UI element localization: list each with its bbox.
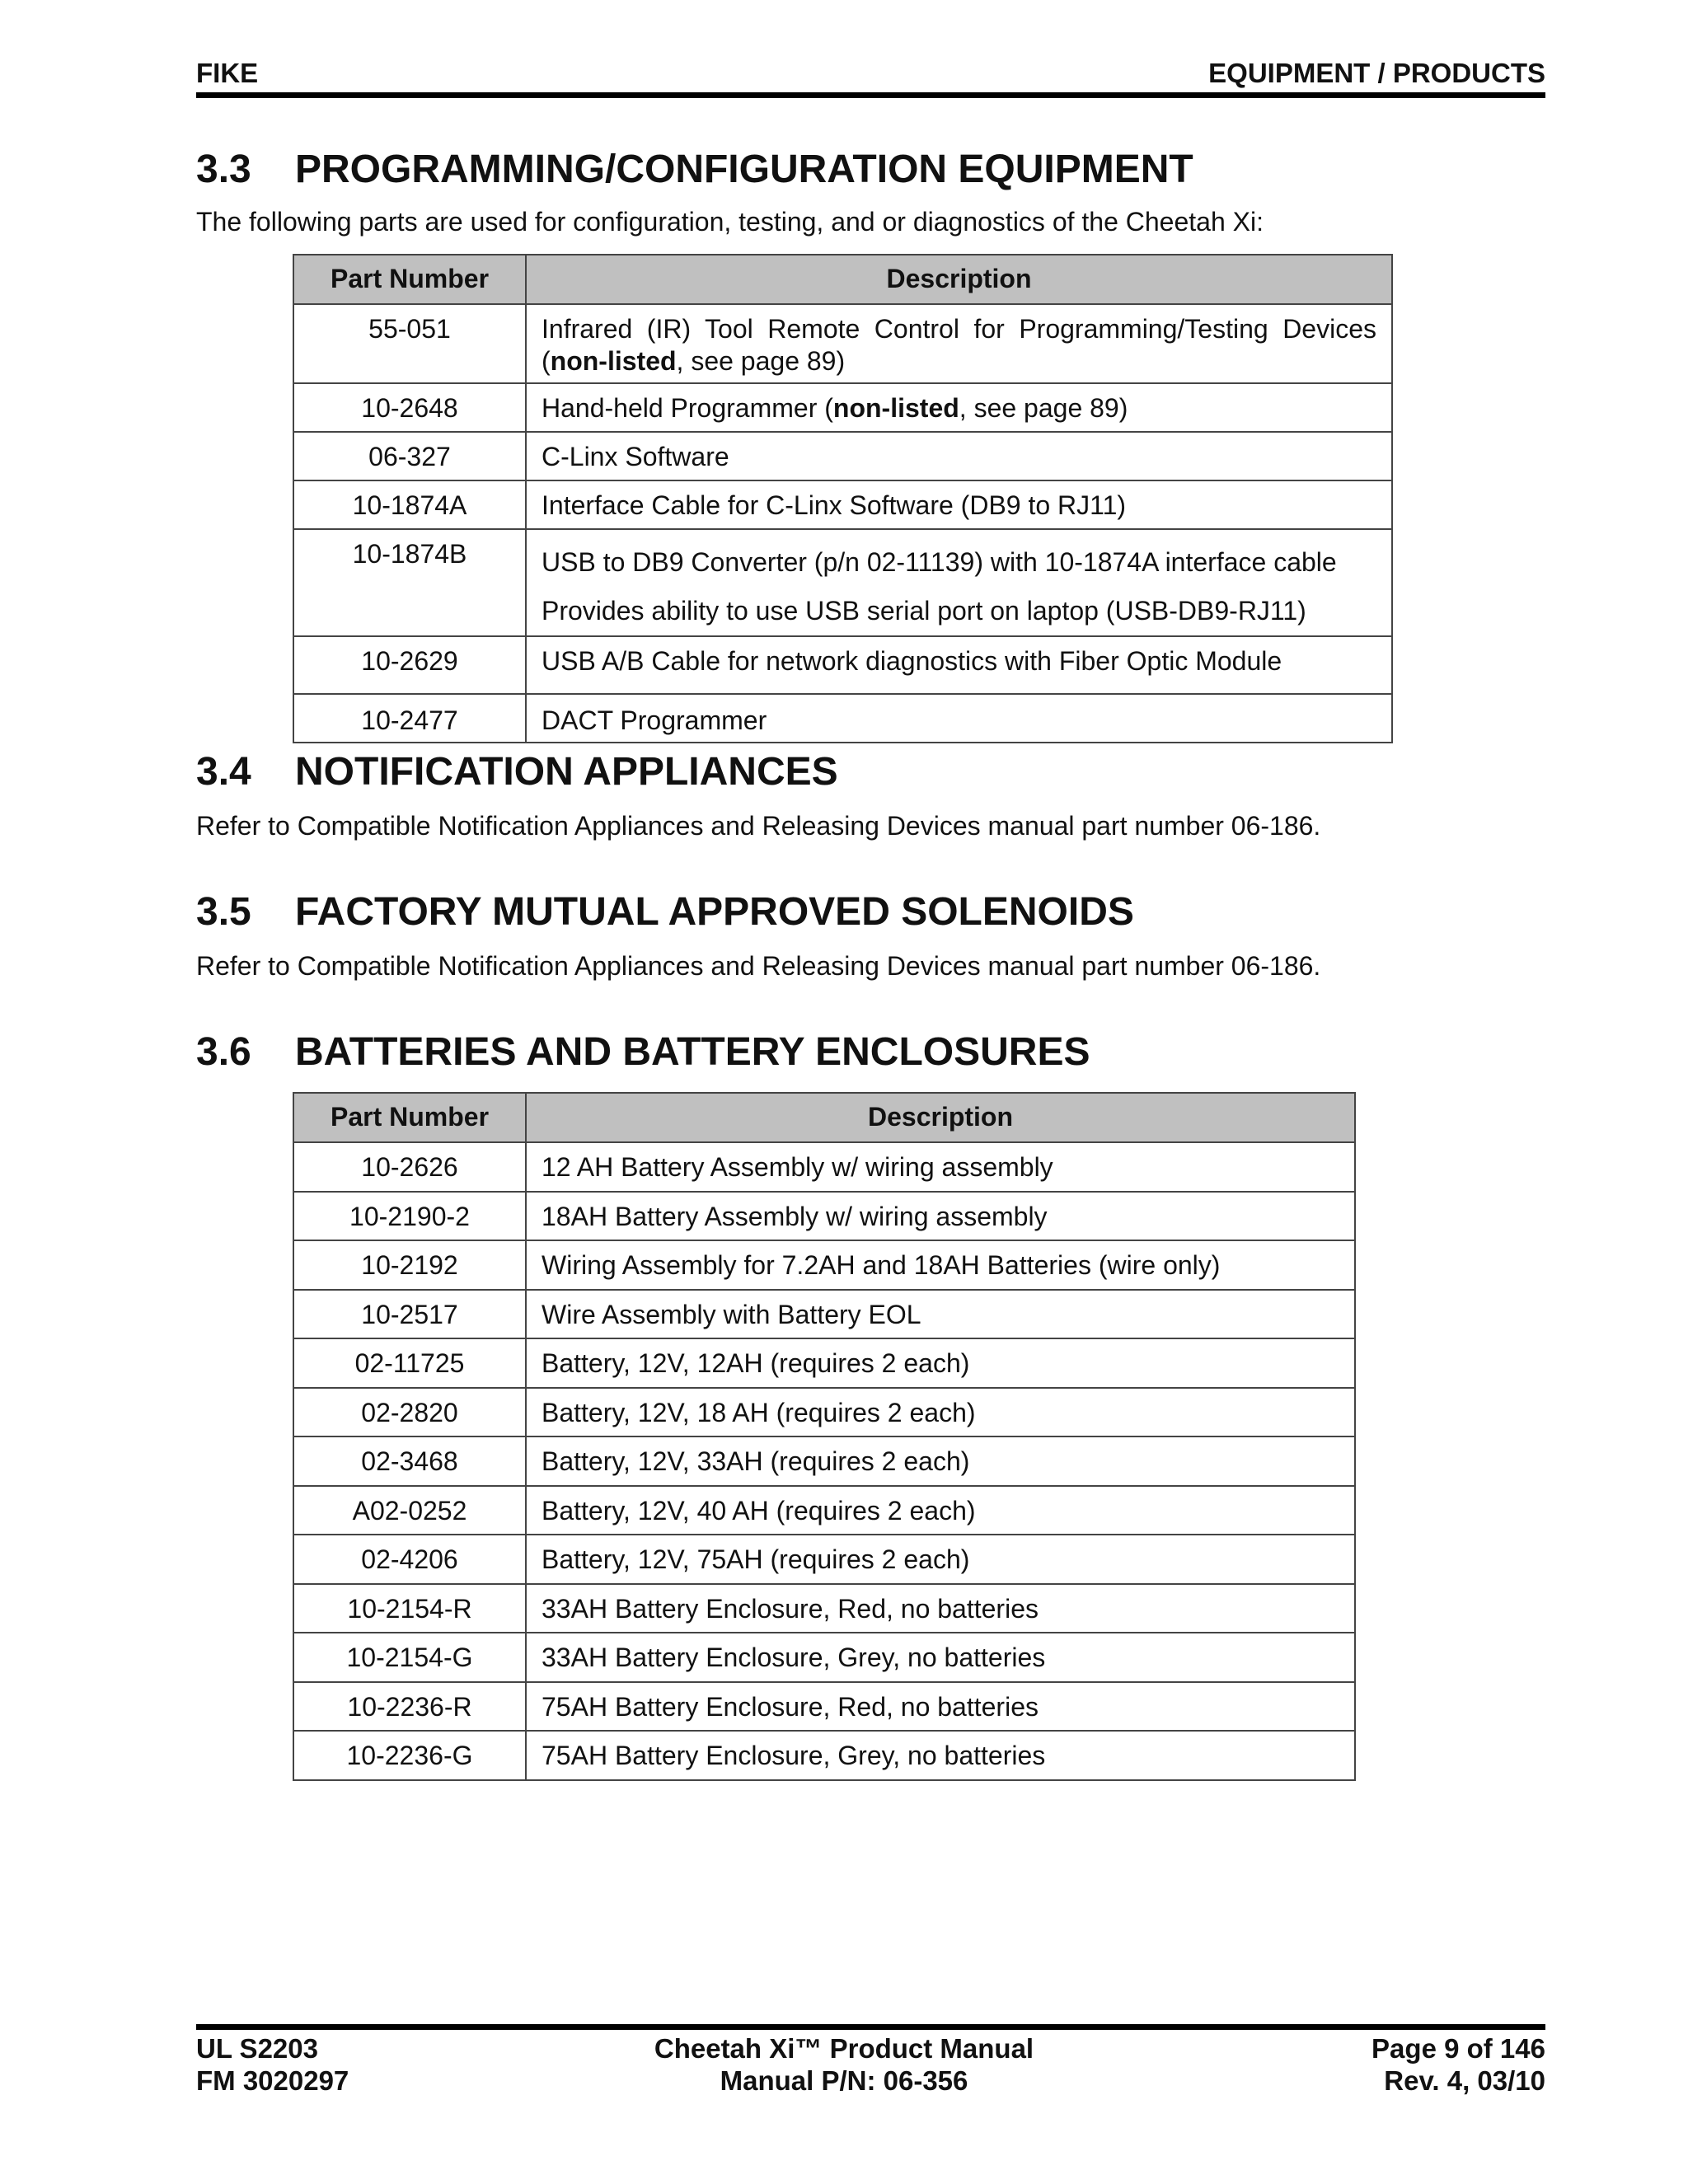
section-title: BATTERIES AND BATTERY ENCLOSURES: [295, 1030, 1090, 1074]
table-row: [293, 383, 1392, 432]
part-number-cell: 02-3468: [293, 1436, 526, 1486]
table-row: [293, 1682, 1355, 1732]
description-cell: 12 AH Battery Assembly w/ wiring assembly: [526, 1142, 1355, 1192]
footer-manual-title: Cheetah Xi™ Product Manual: [654, 2033, 1034, 2064]
footer-manual-pn: Manual P/N: 06-356: [720, 2064, 968, 2096]
part-number-cell: 10-2236-R: [293, 1682, 526, 1732]
part-number-cell: 02-11725: [293, 1338, 526, 1388]
part-number-cell: 10-1874B: [293, 529, 526, 636]
description-cell: Battery, 12V, 12AH (requires 2 each): [526, 1338, 1355, 1388]
description-cell: Wire Assembly with Battery EOL: [526, 1290, 1355, 1339]
section-3-5-text: Refer to Compatible Notification Appliances and Releasing Devices manual part number 06-186.: [196, 951, 1321, 981]
table-row: [293, 1436, 1355, 1486]
footer-rule: [196, 2024, 1545, 2030]
description-cell: Battery, 12V, 75AH (requires 2 each): [526, 1535, 1355, 1584]
table-row: [293, 1731, 1355, 1780]
footer-revision: Rev. 4, 03/10: [1384, 2064, 1545, 2096]
table-row: [293, 1486, 1355, 1535]
part-number-cell: 10-2626: [293, 1142, 526, 1192]
description-cell: 33AH Battery Enclosure, Red, no batteries: [526, 1584, 1355, 1633]
table-row: [293, 1584, 1355, 1633]
description-cell: 33AH Battery Enclosure, Grey, no batteries: [526, 1633, 1355, 1682]
section-number: 3.3: [196, 148, 251, 191]
part-number-cell: 10-2477: [293, 694, 526, 743]
description-cell: [526, 383, 1392, 432]
column-header-part-number: Part Number: [293, 1093, 526, 1142]
part-number-cell: 10-2154-G: [293, 1633, 526, 1682]
part-number-cell: 10-2517: [293, 1290, 526, 1339]
description-line: USB to DB9 Converter (p/n 02-11139) with 10-1874A interface cable: [542, 547, 1337, 577]
column-header-part-number: Part Number: [293, 255, 526, 304]
description-line: Provides ability to use USB serial port on laptop (USB-DB9-RJ11): [542, 596, 1306, 626]
section-3-4-text: Refer to Compatible Notification Appliances and Releasing Devices manual part number 06-186.: [196, 811, 1321, 841]
section-3-6-heading: [196, 1030, 1090, 1074]
part-number-cell: A02-0252: [293, 1486, 526, 1535]
section-3-4-heading: [196, 752, 838, 792]
footer-fm-listing: FM 3020297: [196, 2064, 349, 2096]
description-cell: 18AH Battery Assembly w/ wiring assembly: [526, 1192, 1355, 1241]
part-number-cell: 10-2192: [293, 1240, 526, 1290]
part-number-cell: 10-1874A: [293, 480, 526, 529]
table-row: [293, 1290, 1355, 1339]
description-cell: Battery, 12V, 33AH (requires 2 each): [526, 1436, 1355, 1486]
table-row: [293, 480, 1392, 529]
description-cell: USB A/B Cable for network diagnostics with Fiber Optic Module: [526, 636, 1392, 694]
description-cell: Interface Cable for C-Linx Software (DB9 to RJ11): [526, 480, 1392, 529]
header-section: EQUIPMENT / PRODUCTS: [1208, 58, 1545, 88]
table-row: [293, 1240, 1355, 1290]
page-header: [196, 58, 1545, 91]
part-number-cell: 10-2190-2: [293, 1192, 526, 1241]
description-cell: Battery, 12V, 40 AH (requires 2 each): [526, 1486, 1355, 1535]
table-row: [293, 304, 1392, 383]
section-title: PROGRAMMING/CONFIGURATION EQUIPMENT: [295, 148, 1193, 191]
part-number-cell: 10-2236-G: [293, 1731, 526, 1780]
description-bold-text: non-listed: [832, 393, 959, 423]
table-row: [293, 1535, 1355, 1584]
part-number-cell: 02-4206: [293, 1535, 526, 1584]
description-cell: 75AH Battery Enclosure, Red, no batteries: [526, 1682, 1355, 1732]
description-cell: 75AH Battery Enclosure, Grey, no batteries: [526, 1731, 1355, 1780]
table-row: [293, 1633, 1355, 1682]
footer-right: [1372, 2033, 1545, 2097]
description-cell: DACT Programmer: [526, 694, 1392, 743]
table-header-row: [293, 255, 1392, 304]
section-number: 3.6: [196, 1030, 251, 1074]
table-row: [293, 1338, 1355, 1388]
batteries-table: [293, 1092, 1356, 1781]
description-cell: Wiring Assembly for 7.2AH and 18AH Batteries (wire only): [526, 1240, 1355, 1290]
footer-ul-listing: UL S2203: [196, 2033, 318, 2064]
table-row: [293, 432, 1392, 480]
section-number: 3.5: [196, 890, 251, 934]
part-number-cell: 55-051: [293, 304, 526, 383]
table-row: [293, 636, 1392, 694]
table-row: [293, 1192, 1355, 1241]
table-row: [293, 1388, 1355, 1437]
description-cell: Battery, 12V, 18 AH (requires 2 each): [526, 1388, 1355, 1437]
header-company: FIKE: [196, 58, 259, 88]
part-number-cell: 06-327: [293, 432, 526, 480]
section-3-5-heading: [196, 890, 1134, 934]
part-number-cell: 10-2629: [293, 636, 526, 694]
table-header-row: [293, 1093, 1355, 1142]
column-header-description: Description: [526, 255, 1392, 304]
description-cell: [526, 304, 1392, 383]
part-number-cell: 10-2648: [293, 383, 526, 432]
description-cell: [526, 529, 1392, 636]
description-text: Infrared (IR) Tool Remote Control for Programming/Testing Devices (: [542, 314, 1376, 377]
programming-equipment-table: [293, 254, 1393, 743]
description-cell: C-Linx Software: [526, 432, 1392, 480]
section-3-3-intro: The following parts are used for configuration, testing, and or diagnostics of the Cheetah Xi:: [196, 207, 1264, 237]
table-row: [293, 694, 1392, 743]
table-row: [293, 529, 1392, 636]
footer-page-number: Page 9 of 146: [1372, 2033, 1545, 2064]
section-number: 3.4: [196, 750, 251, 794]
description-bold-text: non-listed: [550, 346, 677, 377]
description-text: , see page 89): [959, 393, 1128, 423]
section-title: FACTORY MUTUAL APPROVED SOLENOIDS: [295, 890, 1134, 934]
description-text: Hand-held Programmer (: [542, 393, 833, 423]
header-rule: [196, 92, 1545, 98]
part-number-cell: 02-2820: [293, 1388, 526, 1437]
part-number-cell: 10-2154-R: [293, 1584, 526, 1633]
column-header-description: Description: [526, 1093, 1355, 1142]
table-row: [293, 1142, 1355, 1192]
section-title: NOTIFICATION APPLIANCES: [295, 750, 838, 794]
description-text: , see page 89): [676, 346, 846, 377]
section-3-3-heading: [196, 150, 1193, 190]
